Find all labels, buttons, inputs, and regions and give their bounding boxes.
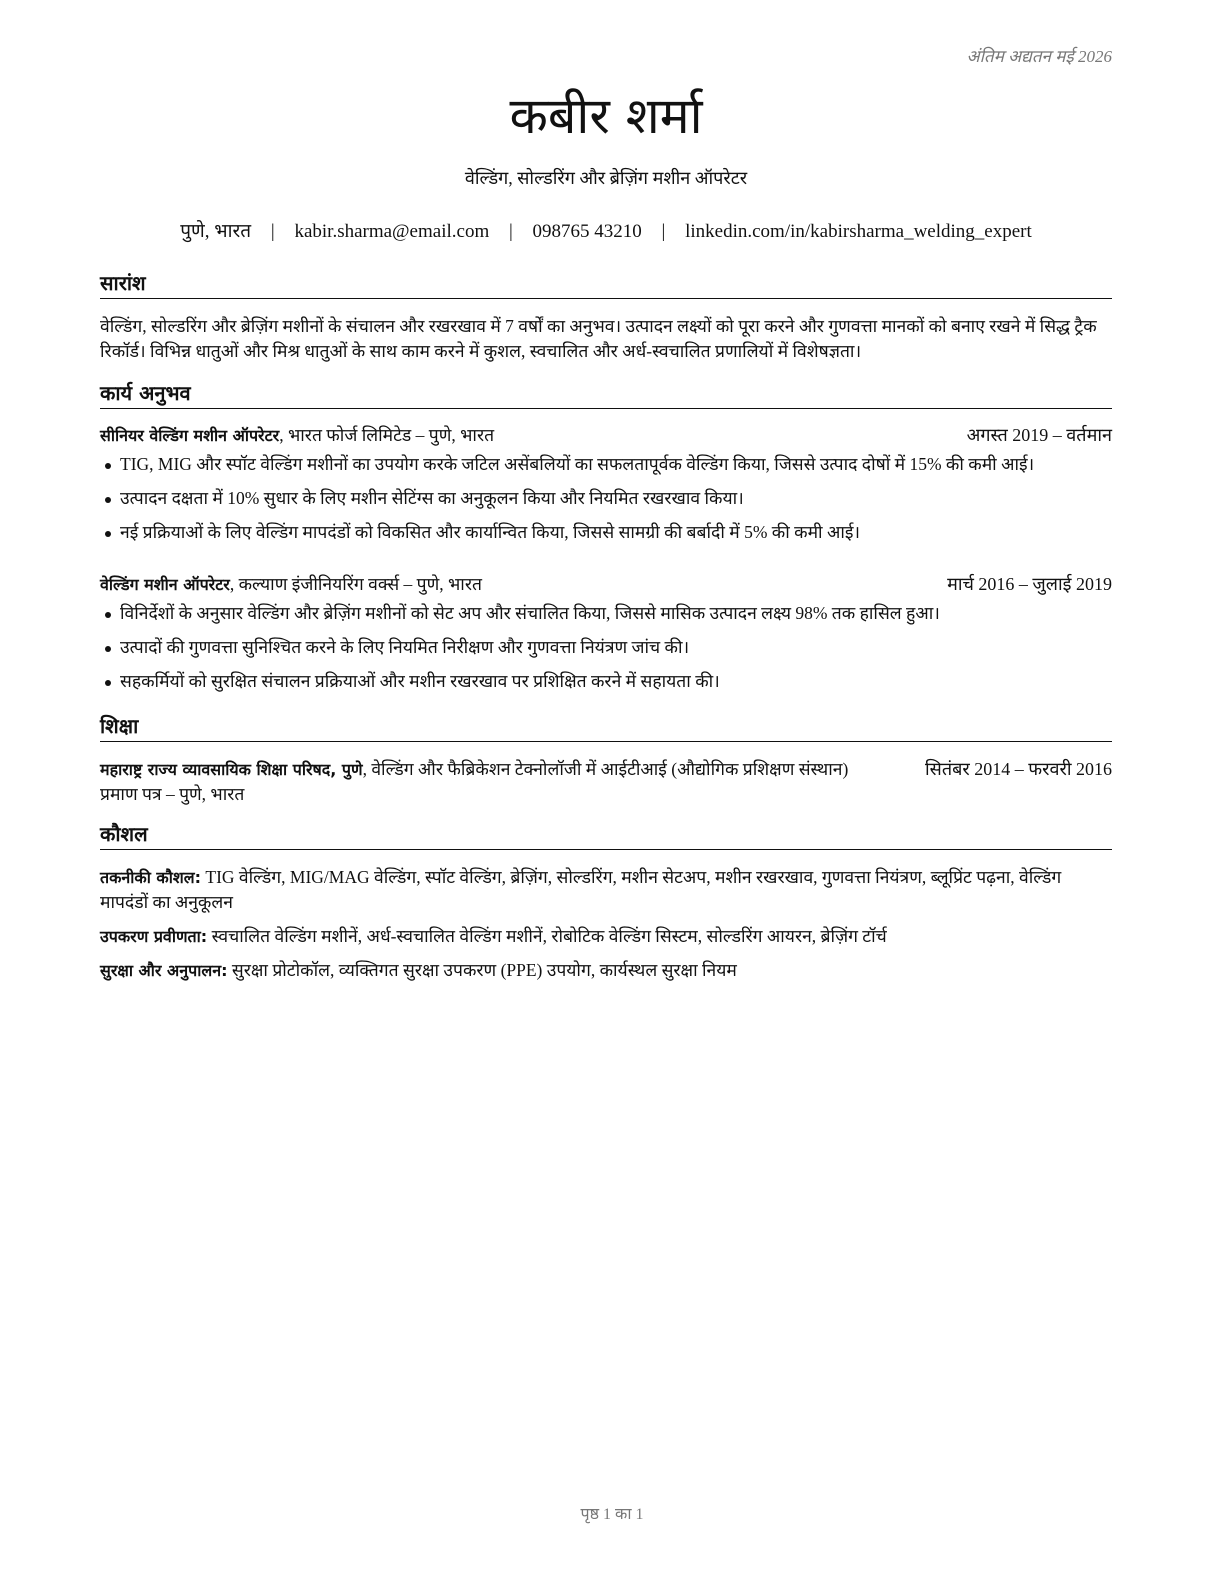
page-number: पृष्ठ 1 का 1 [580,1506,644,1523]
job-entry [100,423,1112,554]
skill-value: सुरक्षा प्रोटोकॉल, व्यक्तिगत सुरक्षा उपकरण (PPE) उपयोग, कार्यस्थल सुरक्षा नियम [227,960,737,980]
job-org: , भारत फोर्ज लिमिटेड – पुणे, भारत [279,425,495,445]
list-item: उत्पादों की गुणवत्ता सुनिश्चित करने के लिए नियमित निरीक्षण और गुणवत्ता नियंत्रण जांच की। [100,635,1112,660]
email-link[interactable]: kabir.sharma@email.com [294,221,490,242]
skill-value: स्वचालित वेल्डिंग मशीनें, अर्ध-स्वचालित वेल्डिंग मशीनें, रोबोटिक वेल्डिंग सिस्टम, सोल्डरिंग आयरन, ब्रेज़िंग टॉर्च [207,926,887,946]
job-title: वेल्डिंग, सोल्डरिंग और ब्रेज़िंग मशीन ऑपरेटर [464,168,748,188]
job-org: , कल्याण इंजीनियरिंग वर्क्स – पुणे, भारत [229,574,482,594]
job-role: सीनियर वेल्डिंग मशीन ऑपरेटर [100,426,280,445]
skill-label: सुरक्षा और अनुपालन: [100,961,228,980]
list-item: नई प्रक्रियाओं के लिए वेल्डिंग मापदंडों को विकसित और कार्यान्वित किया, जिससे सामग्री की बर्बादी में 5% की कमी आई। [100,520,1112,545]
skill-label: उपकरण प्रवीणता: [100,927,208,946]
contact-line [100,219,1112,245]
skill-row [100,924,1112,949]
education-dates: सितंबर 2014 – फरवरी 2016 [924,759,1112,779]
skill-row [100,958,1112,983]
summary-text: वेल्डिंग, सोल्डरिंग और ब्रेज़िंग मशीनों के संचालन और रखरखाव में 7 वर्षों का अनुभव। उत्पादन लक्ष्यों को पूरा करने और गुणवत्ता मानकों को बनाए रखने में सिद्ध ट्रैक रिकॉर्ड। विभिन्न धातुओं और मिश्र धातुओं के साथ काम करने में कुशल, स्वचालित और अर्ध-स्वचालित प्रणालियों में विशेषज्ञता। [100,316,1097,361]
skill-row [100,865,1112,915]
phone-number[interactable]: 098765 43210 [532,221,642,242]
education-detail-line [100,757,890,807]
skills-heading: कौशल [100,821,1112,850]
skill-label: तकनीकी कौशल: [100,868,201,887]
job-bullets [100,452,1112,545]
skill-value: TIG वेल्डिंग, MIG/MAG वेल्डिंग, स्पॉट वेल्डिंग, ब्रेज़िंग, सोल्डरिंग, मशीन सेटअप, मशीन रखरखाव, गुणवत्ता नियंत्रण, ब्लूप्रिंट पढ़ना, वेल्डिंग मापदंडों का अनुकूलन [100,867,1062,912]
list-item: विनिर्देशों के अनुसार वेल्डिंग और ब्रेज़िंग मशीनों को सेट अप और संचालित किया, जिससे मासिक उत्पादन लक्ष्य 98% तक हासिल हुआ। [100,601,1112,626]
job-dates: अगस्त 2019 – वर्तमान [966,425,1112,445]
experience-heading: कार्य अनुभव [100,380,1112,409]
last-updated: अंतिम अद्यतन मई 2026 [966,47,1112,66]
separator: | [661,221,666,242]
summary-heading: सारांश [100,270,1112,299]
list-item: सहकर्मियों को सुरक्षित संचालन प्रक्रियाओं और मशीन रखरखाव पर प्रशिक्षित करने में सहायता की। [100,669,1112,694]
education-heading: शिक्षा [100,713,1112,742]
institution-name: महाराष्ट्र राज्य व्यावसायिक शिक्षा परिषद, पुणे [100,760,363,779]
job-entry [100,572,1112,703]
list-item: उत्पादन दक्षता में 10% सुधार के लिए मशीन सेटिंग्स का अनुकूलन किया और नियमित रखरखाव किया। [100,486,1112,511]
education-entry [100,757,1112,807]
job-bullets [100,601,1112,694]
job-header [100,572,923,597]
resume-page [100,0,1112,1584]
candidate-name: कबीर शर्मा [509,87,703,145]
job-header [100,423,943,448]
job-dates: मार्च 2016 – जुलाई 2019 [947,574,1112,594]
linkedin-link[interactable]: linkedin.com/in/kabirsharma_welding_expert [685,221,1032,242]
separator: | [508,221,513,242]
list-item: TIG, MIG और स्पॉट वेल्डिंग मशीनों का उपयोग करके जटिल असेंबलियों का सफलतापूर्वक वेल्डिंग किया, जिससे उत्पाद दोषों में 15% की कमी आई। [100,452,1112,477]
job-role: वेल्डिंग मशीन ऑपरेटर [100,575,230,594]
location: पुणे, भारत [180,221,252,242]
separator: | [270,221,275,242]
education-detail: , वेल्डिंग और फैब्रिकेशन टेक्नोलॉजी में आईटीआई (औद्योगिक प्रशिक्षण संस्थान) प्रमाण पत्र – पुणे, भारत [100,759,849,804]
skills-list [100,865,1112,992]
